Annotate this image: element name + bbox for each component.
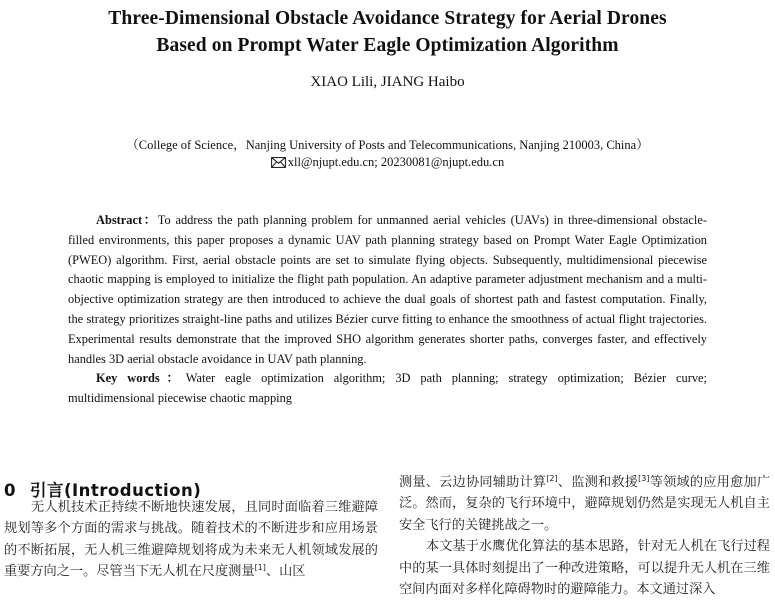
right-text-a: 测量、云边协同辅助计算 [399,475,547,490]
abstract-label: Abstract： [96,213,158,227]
citation-2[interactable]: [2] [546,474,558,483]
section-title: 引言(Introduction) [29,481,202,500]
abstract-block [68,211,707,409]
envelope-icon [271,157,286,168]
section-number: 0 [4,481,16,500]
authors: XIAO Lili, JIANG Haibo [310,74,465,90]
right-text-c: 等领域的应用愈加广泛。然而，复杂的飞行环境中，避障规划仍然是实现无人机自主安全飞行的关键挑战之一。 [399,475,771,533]
citation-1[interactable]: [1] [254,563,266,573]
left-text-tail: 、山区 [265,564,306,580]
keywords-text: Water eagle optimization algorithm; 3D path planning; strategy optimization; Bézier curve; multidimensional piecewise chaotic mapping [68,371,707,406]
email-addresses: xll@njupt.edu.cn; 20230081@njupt.edu.cn [287,155,505,169]
right-paragraph-1 [399,472,770,536]
right-paragraph-2: 本文基于水鹰优化算法的基本思路，针对无人机在飞行过程中的某一具体时刻提出了一种改进策略，可以提升无人机在三维空间内面对多样化障碍物时的避障能力。本文通过深入 [399,539,770,598]
abstract-text: To address the path planning problem for unmanned aerial vehicles (UAVs) in three-dimensional obstacle-filled environments, this paper proposes a dynamic UAV path planning strategy based on Prompt Water Eagle Optimization (PWEO) algorithm. First, aerial obstacle points are set to simulate flying objects. Subsequently, multidimensional piecewise chaotic mapping is employed to initialize the flight path population. An adaptive parameter adjustment mechanism and a multi-objective optimization strategy are then introduced to achieve the dual goals of shortest path and fastest computation. Finally, the strategy prioritizes straight-line paths and utilizes Bézier curve fitting to enhance the smoothness of actual flight trajectories. Experimental results demonstrate that the improved SHO algorithm generates shorter paths, converges faster, and effectively handles 3D aerial obstacle avoidance in UAV path planning. [68,213,707,366]
left-column [4,497,378,583]
citation-3[interactable]: [3] [638,474,650,483]
keywords-label: Key words： [96,371,186,386]
abstract-paragraph [68,211,707,369]
affiliation: （College of Science，Nanjing University of Posts and Telecommunications, Nanjing 210003, China） [126,138,649,152]
left-text: 无人机技术正持续不断地快速发展，且同时面临着三维避障规划等多个方面的需求与挑战。随着技术的不断进步和应用场景的不断拓展，无人机三维避障规划将成为未来无人机领域发展的重要方向之一。尽管当下无人机在尺度测量 [4,500,378,580]
keywords-paragraph [68,369,707,409]
right-column [399,472,770,600]
left-paragraph [4,497,378,583]
title-line-2: Based on Prompt Water Eagle Optimization Algorithm [156,35,619,56]
right-text-b: 、监测和救援 [557,475,639,490]
email-line [0,155,775,170]
title-line-1: Three-Dimensional Obstacle Avoidance Strategy for Aerial Drones [108,8,667,29]
